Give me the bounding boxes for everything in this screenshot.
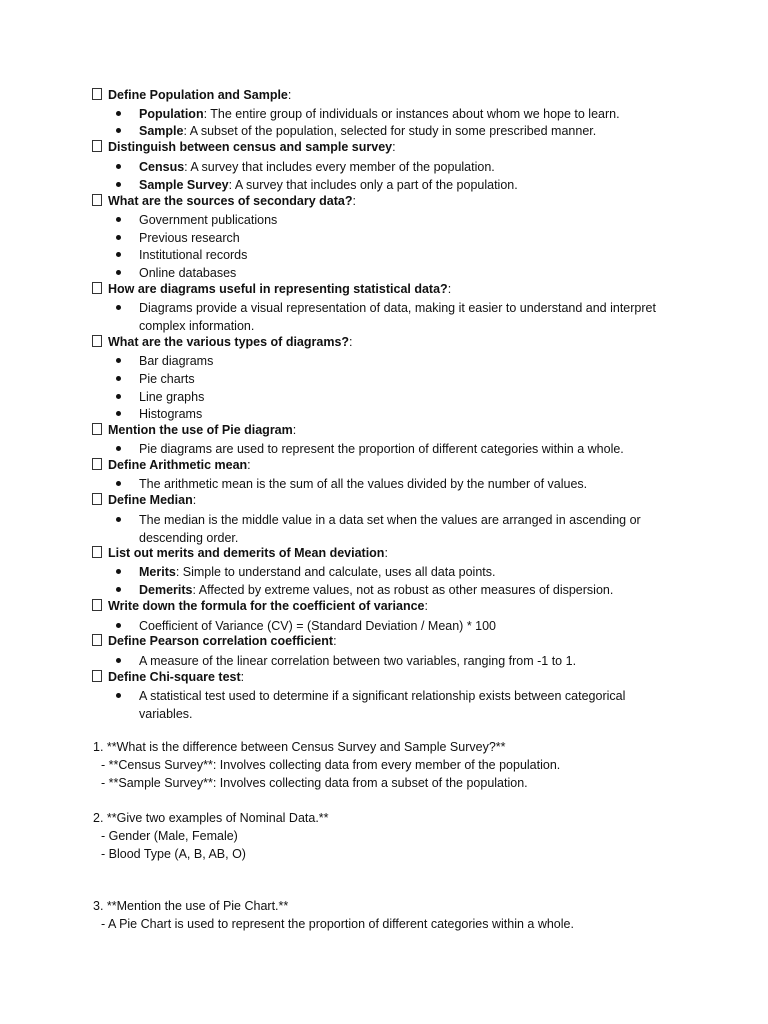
answer-line: - **Census Survey**: Involves collecting data from every member of the population. [101, 758, 561, 772]
bullet-icon [116, 305, 121, 310]
missing-glyph-icon [92, 634, 102, 646]
question-heading: Define Population and Sample: [92, 88, 291, 102]
question-heading: List out merits and demerits of Mean deviation: [92, 546, 388, 560]
question-heading: Write down the formula for the coefficient of variance: [92, 599, 428, 613]
missing-glyph-icon [92, 194, 102, 206]
bullet-icon [116, 481, 121, 486]
bullet-icon [116, 394, 121, 399]
bullet-icon [116, 693, 121, 698]
missing-glyph-icon [92, 335, 102, 347]
missing-glyph-icon [92, 140, 102, 152]
missing-glyph-icon [92, 670, 102, 682]
question-heading: Define Median: [92, 493, 196, 507]
question-heading: Define Arithmetic mean: [92, 458, 251, 472]
bullet-icon [116, 623, 121, 628]
bullet-icon [116, 111, 121, 116]
question-heading: What are the various types of diagrams?: [92, 335, 353, 349]
document-page: Define Population and Sample: Population: The entire group of individuals or instances about whom we hope to learn. Sample: A subset of the population, selected for study in some prescribed manner. Distinguish between census and sample survey: Census: A survey that includes every member of the population. Sample Survey: A survey that includes only a part of the population. What are the sources of secondary data?: Government publications Previous research Institutional records Online databases How are diagrams useful in representing statistical data?: Diagrams provide a visual representation of data, making it easier to understand and interpret complex information. What are the various types of diagrams?: Bar diagrams Pie charts Line graphs Histograms Mention the use of Pie diagram: Pie diagrams are used to represent the proportion of different categories within a whole. Define Arithmetic mean: The arithmetic mean is the sum of all the values divided by the number of values. Define Median: The median is the middle value in a data set when the values are arranged in ascending or descending order. List out merits and demerits of Mean deviation: Merits: Simple to understand and calculate, uses all data points. Demerits: Affected by extreme values, not as robust as other measures of dispersion. Write down the formula for the coefficient of variance: Coefficient of Variance (CV) = (Standard Deviation / Mean) * 100 Define Pearson correlation coefficient: A measure of the linear correlation between two variables, ranging from -1 to 1. Define Chi-square test: A statistical test used to determine if a significant relationship exists between categorical variables. 1. **What is the difference between Census Survey and Sample Survey?** - **Census Survey**: Involves collecting data from every member of the population. - **Sample Survey**: Involves collecting data from a subset of the population. 2. **Give two examples of Nominal Data.** - Gender (Male, Female) - Blood Type (A, B, AB, O) 3. **Mention the use of Pie Chart.** - A Pie Chart is used to represent the proportion of different categories within a whole. [93, 88, 656, 931]
missing-glyph-icon [92, 458, 102, 470]
missing-glyph-icon [92, 282, 102, 294]
answer-line: - Blood Type (A, B, AB, O) [101, 847, 246, 861]
answer-line: - Gender (Male, Female) [101, 829, 238, 843]
bullet-icon [116, 217, 121, 222]
missing-glyph-icon [92, 88, 102, 100]
answer-line: - **Sample Survey**: Involves collecting data from a subset of the population. [101, 776, 528, 790]
bullet-icon [116, 569, 121, 574]
bullet-icon [116, 164, 121, 169]
question-heading: Define Pearson correlation coefficient: [92, 634, 337, 648]
bullet-icon [116, 252, 121, 257]
bullet-icon [116, 182, 121, 187]
missing-glyph-icon [92, 493, 102, 505]
bullet-icon [116, 358, 121, 363]
bullet-icon [116, 517, 121, 522]
missing-glyph-icon [92, 599, 102, 611]
bullet-icon [116, 446, 121, 451]
question-heading: How are diagrams useful in representing statistical data?: [92, 282, 451, 296]
bullet-icon [116, 411, 121, 416]
numbered-question: 2. **Give two examples of Nominal Data.** [93, 811, 329, 825]
question-heading: What are the sources of secondary data?: [92, 194, 356, 208]
bullet-icon [116, 658, 121, 663]
answer-line: - A Pie Chart is used to represent the proportion of different categories within a whole. [101, 917, 574, 931]
bullet-icon [116, 587, 121, 592]
bullet-icon [116, 128, 121, 133]
question-heading: Define Chi-square test: [92, 670, 244, 684]
missing-glyph-icon [92, 423, 102, 435]
bullet-icon [116, 270, 121, 275]
question-heading: Distinguish between census and sample survey: [92, 140, 396, 154]
numbered-question: 1. **What is the difference between Census Survey and Sample Survey?** [93, 740, 506, 754]
bullet-icon [116, 376, 121, 381]
question-heading: Mention the use of Pie diagram: [92, 423, 296, 437]
bullet-icon [116, 235, 121, 240]
missing-glyph-icon [92, 546, 102, 558]
numbered-question: 3. **Mention the use of Pie Chart.** [93, 899, 289, 913]
